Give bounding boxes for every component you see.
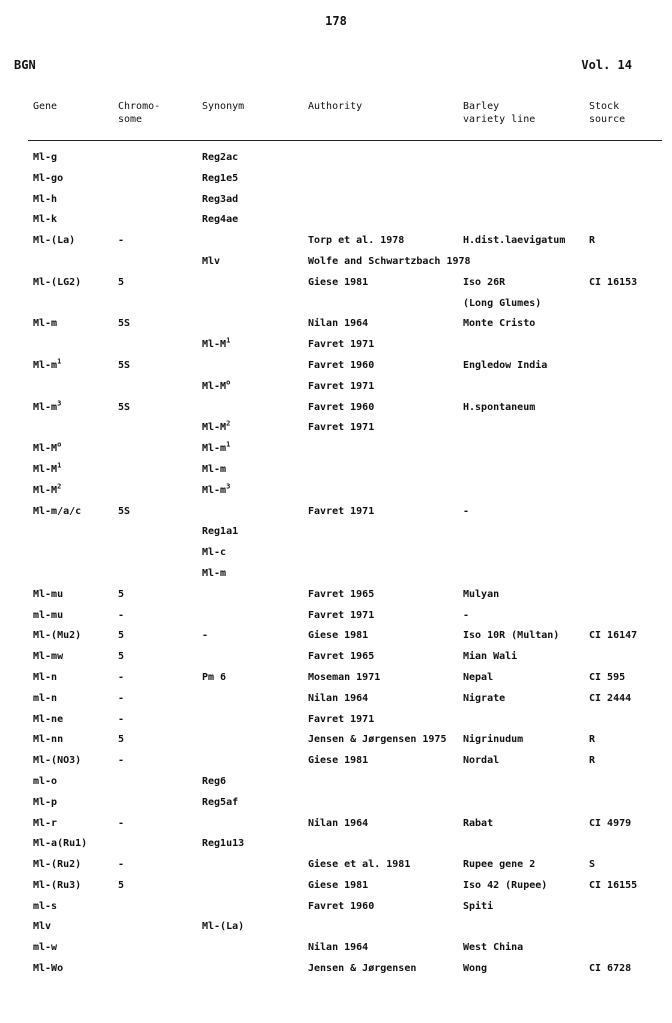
chromosome-cell: 5S — [118, 359, 131, 371]
table-row — [0, 691, 672, 712]
barley-variety-cell: Engledow India — [463, 359, 548, 371]
gene-cell: Ml-(LG2) — [33, 276, 82, 288]
authority-cell: Giese et al. 1981 — [308, 859, 411, 871]
table-header — [0, 100, 672, 134]
gene-cell: ml-o — [33, 775, 58, 787]
barley-variety-cell: Nigrinudum — [463, 734, 524, 746]
header-synonym: Synonym — [202, 101, 245, 112]
authority-cell: Favret 1971 — [308, 609, 375, 621]
stock-source-cell: R — [589, 235, 596, 247]
gene-cell: ml-n — [33, 692, 58, 704]
table-row — [0, 566, 672, 587]
chromosome-cell: - — [118, 671, 125, 683]
authority-cell: Favret 1971 — [308, 713, 375, 725]
barley-variety-cell: H.spontaneum — [463, 401, 536, 413]
chromosome-cell: - — [118, 609, 125, 621]
synonym-cell: Ml-m — [202, 567, 227, 579]
table-row — [0, 316, 672, 337]
stock-source-cell: S — [589, 859, 596, 871]
table-row — [0, 296, 672, 317]
authority-cell: Giese 1981 — [308, 630, 369, 642]
table-row — [0, 358, 672, 379]
synonym-cell: Reg3ad — [202, 193, 239, 205]
synonym-cell: $Ml-m^1$ — [202, 440, 231, 455]
chromosome-cell: 5 — [118, 588, 125, 600]
header-authority: Authority — [308, 101, 363, 112]
gene-cell: Ml-n — [33, 671, 58, 683]
table-row — [0, 940, 672, 961]
table-row — [0, 420, 672, 441]
authority-cell: Nilan 1964 — [308, 692, 369, 704]
table-row — [0, 753, 672, 774]
gene-cell: Ml-go — [33, 172, 64, 184]
synonym-cell: - — [202, 630, 209, 642]
gene-cell-superscript: 3 — [57, 399, 62, 408]
gene-cell: ml-mu — [33, 609, 64, 621]
stock-source-cell: CI 4979 — [589, 817, 632, 829]
gene-cell-superscript: 1 — [57, 357, 62, 366]
synonym-cell-superscript: 2 — [226, 420, 231, 429]
authority-cell: Giese 1981 — [308, 276, 369, 288]
table-row — [0, 857, 672, 878]
gene-cell-superscript: 1 — [57, 461, 62, 470]
table-row — [0, 504, 672, 525]
table-row — [0, 212, 672, 233]
synonym-cell-superscript: 3 — [226, 482, 231, 491]
gene-cell: $Ml-M^o$ — [33, 440, 62, 455]
authority-cell: Favret 1960 — [308, 900, 375, 912]
chromosome-cell: 5 — [118, 879, 125, 891]
synonym-cell: $Ml-M^1$ — [202, 336, 231, 351]
synonym-cell: Ml-c — [202, 547, 227, 559]
gene-cell: Ml-m/a/c — [33, 505, 82, 517]
table-row — [0, 150, 672, 171]
barley-variety-cell: Rabat — [463, 817, 494, 829]
table-row — [0, 275, 672, 296]
gene-cell: ml-w — [33, 942, 58, 954]
synonym-cell: Ml-m — [202, 463, 227, 475]
table-row — [0, 608, 672, 629]
synonym-cell-superscript: o — [226, 378, 231, 387]
chromosome-cell: 5S — [118, 318, 131, 330]
authority-cell: Favret 1965 — [308, 588, 375, 600]
authority-cell: Favret 1971 — [308, 422, 375, 434]
synonym-cell: Reg1a1 — [202, 526, 239, 538]
barley-variety-cell: Rupee gene 2 — [463, 859, 536, 871]
header-stock-source: Stock source — [589, 101, 626, 125]
table-row — [0, 254, 672, 275]
gene-cell: Ml-Wo — [33, 963, 64, 975]
chromosome-cell: 5 — [118, 651, 125, 663]
gene-cell: Ml-(Ru3) — [33, 879, 82, 891]
chromosome-cell: - — [118, 755, 125, 767]
barley-variety-cell: Iso 26R — [463, 276, 506, 288]
authority-cell: Nilan 1964 — [308, 942, 369, 954]
barley-variety-cell: Monte Cristo — [463, 318, 536, 330]
table-row — [0, 628, 672, 649]
table-row — [0, 545, 672, 566]
gene-cell: Ml-p — [33, 796, 58, 808]
chromosome-cell: 5 — [118, 734, 125, 746]
barley-variety-cell: Wong — [463, 963, 488, 975]
authority-cell: Nilan 1964 — [308, 817, 369, 829]
authority-cell: Favret 1960 — [308, 359, 375, 371]
gene-cell: $Ml-M^1$ — [33, 461, 62, 475]
table-row — [0, 649, 672, 670]
authority-cell: Nilan 1964 — [308, 318, 369, 330]
barley-variety-cell: Iso 10R (Multan) — [463, 630, 560, 642]
chromosome-cell: - — [118, 235, 125, 247]
table-row — [0, 795, 672, 816]
gene-cell: Ml-h — [33, 193, 58, 205]
authority-cell: Torp et al. 1978 — [308, 235, 405, 247]
gene-cell-superscript: 2 — [57, 482, 62, 491]
chromosome-cell: 5 — [118, 630, 125, 642]
barley-variety-cell: Nigrate — [463, 692, 506, 704]
gene-cell: Ml-r — [33, 817, 58, 829]
gene-cell: ml-s — [33, 900, 58, 912]
stock-source-cell: CI 16153 — [589, 276, 638, 288]
authority-cell: Giese 1981 — [308, 879, 369, 891]
table-row — [0, 337, 672, 358]
synonym-cell: Pm 6 — [202, 671, 227, 683]
table-row — [0, 171, 672, 192]
barley-variety-cell: (Long Glumes) — [463, 297, 542, 309]
gene-cell: Ml-m — [33, 318, 58, 330]
table-row — [0, 462, 672, 483]
gene-cell: $Ml-M^2$ — [33, 482, 62, 496]
gene-cell: $Ml-m^1$ — [33, 357, 62, 371]
header-barley-variety: Barley variety line — [463, 101, 536, 125]
authority-cell: Favret 1971 — [308, 505, 375, 517]
synonym-cell-superscript: 1 — [226, 336, 231, 345]
stock-source-cell: R — [589, 755, 596, 767]
table-row — [0, 816, 672, 837]
synonym-cell: $Ml-M^o$ — [202, 378, 231, 392]
page-number: 178 — [325, 14, 347, 28]
synonym-cell: Reg2ac — [202, 152, 239, 163]
gene-cell: Mlv — [33, 921, 52, 933]
table-row — [0, 919, 672, 940]
table-row — [0, 712, 672, 733]
authority-cell: Favret 1971 — [308, 380, 375, 392]
table-row — [0, 774, 672, 795]
table-row — [0, 379, 672, 400]
gene-cell: $Ml-m^3$ — [33, 399, 62, 413]
stock-source-cell: CI 595 — [589, 671, 626, 683]
stock-source-cell: CI 2444 — [589, 692, 632, 704]
gene-cell: Ml-(Mu2) — [33, 630, 82, 642]
synonym-cell: $Ml-m^3$ — [202, 482, 231, 496]
synonym-cell: Reg1u13 — [202, 838, 245, 850]
table-row — [0, 836, 672, 857]
gene-cell: Ml-ne — [33, 713, 64, 725]
gene-cell: Ml-(NO3) — [33, 755, 82, 767]
chromosome-cell: 5 — [118, 276, 125, 288]
authority-cell: Moseman 1971 — [308, 671, 381, 683]
synonym-cell: $Ml-M^2$ — [202, 420, 231, 434]
synonym-cell: Mlv — [202, 255, 221, 267]
journal-abbreviation: BGN — [14, 58, 36, 72]
table-row — [0, 524, 672, 545]
table-body — [0, 150, 672, 982]
barley-variety-cell: Iso 42 (Rupee) — [463, 879, 548, 891]
header-chromosome: Chromo- some — [118, 101, 161, 125]
gene-cell: Ml-mu — [33, 588, 64, 600]
volume-label: Vol. 14 — [581, 58, 632, 72]
synonym-cell: Reg1e5 — [202, 172, 239, 184]
gene-cell: Ml-(La) — [33, 235, 76, 247]
barley-variety-cell: Spiti — [463, 900, 494, 912]
gene-cell: Ml-mw — [33, 651, 64, 663]
barley-variety-cell: - — [463, 609, 470, 621]
table-row — [0, 732, 672, 753]
gene-cell: Ml-(Ru2) — [33, 859, 82, 871]
header-gene: Gene — [33, 101, 58, 112]
synonym-cell: Reg4ae — [202, 214, 239, 226]
gene-cell: Ml-nn — [33, 734, 64, 746]
table-row — [0, 961, 672, 982]
table-row — [0, 587, 672, 608]
gene-cell-superscript: o — [57, 440, 62, 449]
stock-source-cell: CI 6728 — [589, 963, 632, 975]
barley-variety-cell: Nordal — [463, 755, 500, 767]
barley-variety-cell: Mulyan — [463, 588, 500, 600]
table-row — [0, 670, 672, 691]
synonym-cell: Reg6 — [202, 775, 227, 787]
table-row — [0, 483, 672, 504]
barley-variety-cell: West China — [463, 942, 524, 954]
synonym-cell: Reg5af — [202, 796, 239, 808]
synonym-cell-superscript: 1 — [226, 440, 231, 449]
authority-cell: Wolfe and Schwartzbach 1978 — [308, 255, 471, 267]
chromosome-cell: - — [118, 692, 125, 704]
authority-cell: Giese 1981 — [308, 755, 369, 767]
chromosome-cell: - — [118, 859, 125, 871]
synonym-cell: Ml-(La) — [202, 921, 245, 933]
table-row — [0, 192, 672, 213]
table-row — [0, 878, 672, 899]
authority-cell: Jensen & Jørgensen — [308, 963, 417, 975]
gene-cell: Ml-k — [33, 214, 58, 226]
authority-cell: Favret 1971 — [308, 339, 375, 351]
stock-source-cell: R — [589, 734, 596, 746]
authority-cell: Favret 1965 — [308, 651, 375, 663]
header-rule — [28, 140, 662, 141]
authority-cell: Jensen & Jørgensen 1975 — [308, 734, 447, 746]
gene-cell: Ml-g — [33, 152, 58, 163]
stock-source-cell: CI 16155 — [589, 879, 638, 891]
table-row — [0, 899, 672, 920]
table-row — [0, 441, 672, 462]
chromosome-cell: - — [118, 817, 125, 829]
chromosome-cell: 5S — [118, 401, 131, 413]
stock-source-cell: CI 16147 — [589, 630, 638, 642]
table-row — [0, 400, 672, 421]
chromosome-cell: 5S — [118, 505, 131, 517]
table-row — [0, 233, 672, 254]
gene-cell: Ml-a(Ru1) — [33, 838, 88, 850]
barley-variety-cell: - — [463, 505, 470, 517]
barley-variety-cell: Nepal — [463, 671, 494, 683]
authority-cell: Favret 1960 — [308, 401, 375, 413]
chromosome-cell: - — [118, 713, 125, 725]
barley-variety-cell: Mian Wali — [463, 651, 518, 663]
barley-variety-cell: H.dist.laevigatum — [463, 235, 566, 247]
